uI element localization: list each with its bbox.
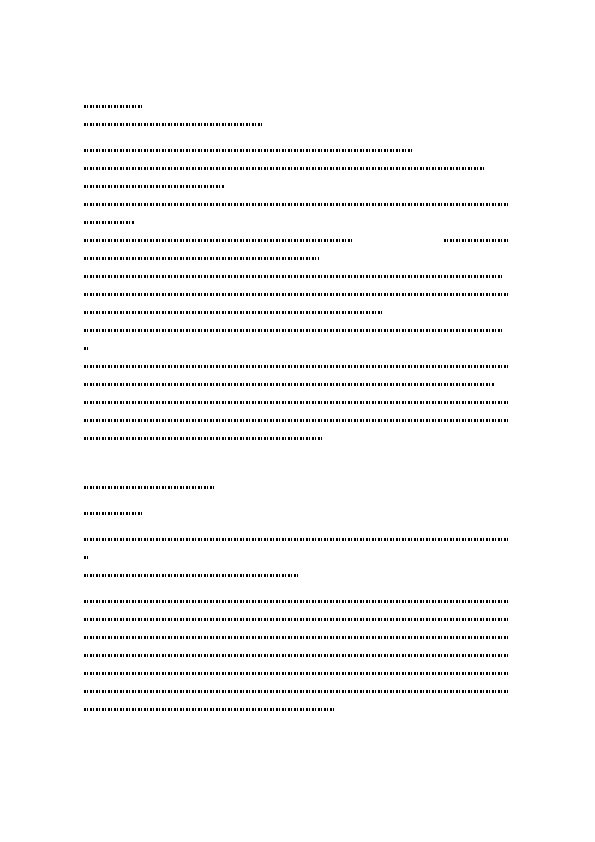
section-subheading: [84, 504, 512, 522]
paragraph-line: [84, 195, 512, 213]
paragraph-line: [84, 429, 512, 447]
paragraph-line: [84, 357, 512, 375]
paragraph-line: [84, 628, 512, 646]
paragraph-line: [84, 393, 512, 411]
section-subheading: [84, 115, 512, 133]
section-heading: [84, 478, 512, 496]
paragraph-line: [84, 177, 512, 195]
intro-line: [84, 548, 512, 566]
paragraph-line: [84, 411, 512, 429]
paragraph-line: [84, 321, 512, 339]
paragraph-line: [84, 646, 512, 664]
paragraph-line: [84, 664, 512, 682]
paragraph-line: [84, 141, 512, 159]
paragraph-line: [84, 267, 512, 285]
paragraph-line: [84, 682, 512, 700]
caption: [84, 566, 512, 584]
paragraph-line: [84, 249, 512, 267]
paragraph-line: [84, 285, 512, 303]
section-heading: [84, 97, 512, 115]
section-2: [84, 478, 512, 718]
paragraph-line: [84, 231, 512, 249]
paragraph-line: [84, 592, 512, 610]
paragraph-line: [84, 375, 512, 393]
paragraph-line: [84, 159, 512, 177]
intro-line: [84, 530, 512, 548]
paragraph-line: [84, 700, 512, 718]
paragraph-line: [84, 339, 512, 357]
section-1: [84, 97, 512, 447]
paragraph-line: [84, 610, 512, 628]
paragraph-line: [84, 213, 512, 231]
paragraph-line: [84, 303, 512, 321]
